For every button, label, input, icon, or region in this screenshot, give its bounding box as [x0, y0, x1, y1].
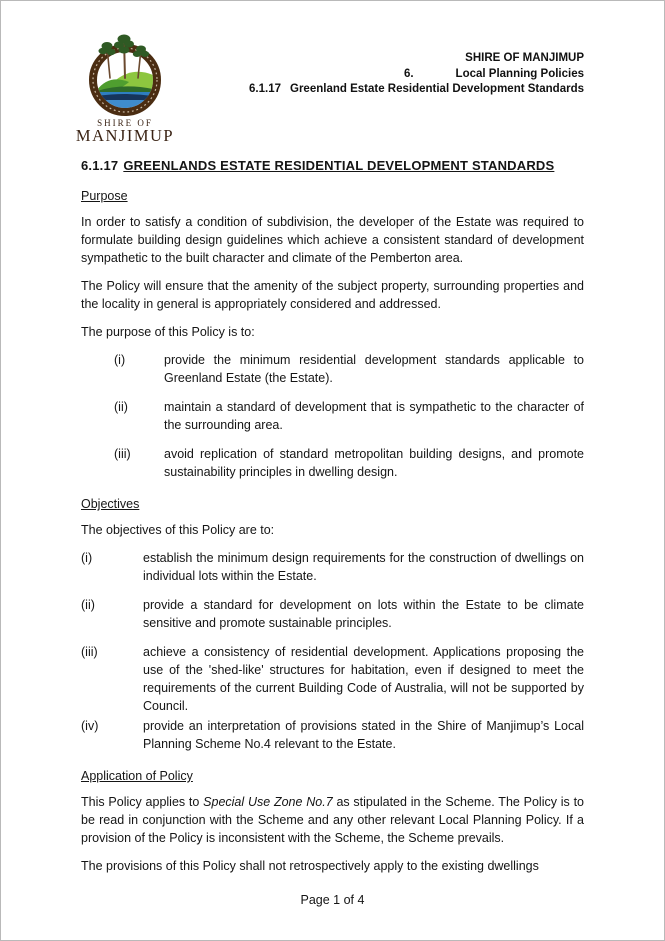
list-item-text: maintain a standard of development that is sympathetic to the character of the surrounding area.	[164, 400, 584, 432]
purpose-list-intro: The purpose of this Policy is to:	[81, 325, 255, 339]
document-header	[249, 51, 584, 98]
objectives-list	[81, 549, 584, 753]
logo-caption-manjimup: MANJIMUP	[75, 126, 175, 145]
list-item	[81, 717, 584, 753]
application-paragraph-1	[81, 793, 584, 847]
list-item-text: avoid replication of standard metropolitan building designs, and promote sustainability principles in dwelling design.	[164, 447, 584, 479]
list-item-marker: (i)	[81, 551, 93, 565]
list-item-marker: (iii)	[114, 447, 131, 461]
list-item-text: provide a standard for development on lots within the Estate to be climate sensitive and promote sustainable principles.	[143, 598, 584, 630]
header-policy-title: Greenland Estate Residential Development Standards	[290, 83, 584, 95]
list-item	[81, 596, 584, 632]
list-item	[81, 643, 584, 715]
list-item	[81, 445, 584, 481]
purpose-paragraph-2: The Policy will ensure that the amenity of the subject property, surrounding properties and the locality in general is appropriately considered and addressed.	[81, 279, 584, 311]
list-item-text: provide an interpretation of provisions stated in the Shire of Manjimup’s Local Planning Scheme No.4 relevant to the Estate.	[143, 719, 584, 751]
list-item-marker: (i)	[114, 353, 126, 367]
header-policy-line	[249, 82, 584, 98]
manjimup-emblem-icon	[81, 32, 169, 120]
application-zone-reference: Special Use Zone No.7	[203, 795, 333, 809]
header-policy-number: 6.1.17	[249, 83, 282, 95]
header-section-title: Local Planning Policies	[455, 67, 584, 80]
header-section-number: 6.	[403, 67, 414, 80]
list-item-marker: (iv)	[81, 719, 99, 733]
list-item-text: achieve a consistency of residential development. Applications proposing the use of the 'shed-like' structures for habitation, even if designed to meet the requirements of the current Building Code of Australia, will not be supported by Council.	[143, 645, 584, 713]
header-org-line: SHIRE OF MANJIMUP	[465, 52, 584, 64]
section-heading-objectives: Objectives	[81, 497, 140, 511]
logo-caption-shire-of: SHIRE OF	[97, 118, 153, 128]
section-heading-application-of-policy: Application of Policy	[81, 769, 193, 783]
page-title-text: GREENLANDS ESTATE RESIDENTIAL DEVELOPMENT STANDARDS	[123, 158, 555, 173]
list-item	[81, 549, 584, 585]
list-item-text: provide the minimum residential development standards applicable to Greenland Estate (the Estate).	[164, 353, 584, 385]
objectives-list-intro: The objectives of this Policy are to:	[81, 523, 275, 537]
header-section-line	[249, 67, 584, 83]
list-item	[81, 351, 584, 387]
page-title	[81, 158, 584, 173]
purpose-paragraph-1: In order to satisfy a condition of subdivision, the developer of the Estate was required to formulate building design guidelines which achieve a consistent standard of development sympathetic to the built character and climate of the Pemberton area.	[81, 215, 584, 265]
page-title-number: 6.1.17	[81, 158, 119, 173]
section-heading-purpose: Purpose	[81, 189, 128, 203]
shire-of-manjimup-logo	[69, 32, 181, 144]
list-item-marker: (ii)	[114, 400, 128, 414]
list-item-marker: (ii)	[81, 598, 95, 612]
application-paragraph-2: The provisions of this Policy shall not retrospectively apply to the existing dwellings	[81, 859, 539, 873]
purpose-list	[81, 351, 584, 481]
application-paragraph-1-post: as stipulated in the Scheme. The Policy is to be read in conjunction with the Scheme and any other relevant Local Planning Policy. If a provision of the Policy is inconsistent with the Scheme, the Scheme prevails.	[81, 795, 585, 845]
list-item-marker: (iii)	[81, 645, 98, 659]
document-body	[81, 158, 584, 885]
page-number: Page 1 of 4	[300, 893, 365, 907]
application-paragraph-1-pre: This Policy applies to	[81, 795, 204, 809]
list-item-text: establish the minimum design requirements for the construction of dwellings on individual lots within the Estate.	[143, 551, 584, 583]
list-item	[81, 398, 584, 434]
